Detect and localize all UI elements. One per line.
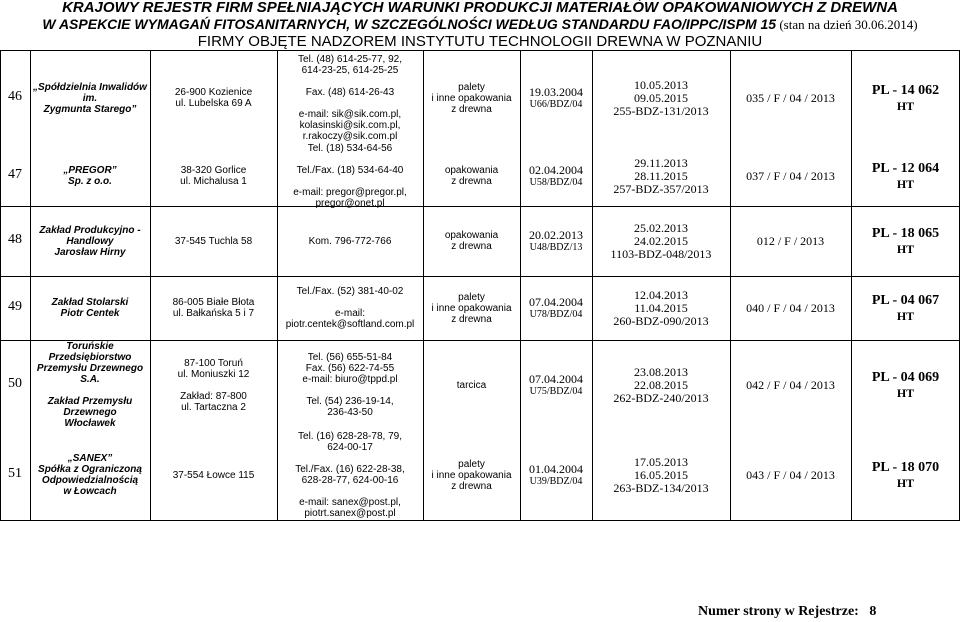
- certificate-validity-line: 09.05.2015: [634, 91, 688, 105]
- company-name-line: Jarosław Hirny: [54, 247, 126, 258]
- company-name-line: w Łowcach: [63, 486, 117, 497]
- column-rule: [520, 50, 521, 520]
- treatment-code: HT: [896, 242, 915, 256]
- company-name-line: Włocławek: [64, 418, 116, 429]
- certificate-validity: [592, 289, 730, 328]
- company-contact-line: e-mail: pregor@pregor.pl,: [293, 187, 407, 198]
- approval-date: [520, 86, 592, 111]
- company-name: [30, 225, 150, 258]
- product-type: [423, 292, 520, 325]
- company-contact-line: Tel./Fax. (16) 622-28-38,: [295, 464, 405, 475]
- title-line2-text: W ASPEKCIE WYMAGAŃ FITOSANITARNYCH, W SZCZEGÓLNOŚCI WEDŁUG STANDARDU FAO/IPPC/ISPM 15: [42, 16, 777, 32]
- treatment-code: HT: [896, 177, 915, 191]
- product-type-line: z drewna: [451, 481, 492, 492]
- product-type-line: opakowania: [444, 165, 499, 176]
- pl-code: PL - 04 067: [871, 293, 940, 308]
- treatment-code: HT: [896, 476, 915, 490]
- page-number-label: Numer strony w Rejestrze:: [698, 604, 859, 619]
- decision-number: U75/BDZ/04: [529, 386, 583, 397]
- ippc-code: [851, 83, 960, 113]
- pl-code: PL - 18 065: [871, 226, 940, 241]
- company-contact: [277, 352, 423, 418]
- product-type-line: z drewna: [451, 104, 492, 115]
- pl-code: PL - 12 064: [871, 161, 940, 176]
- certificate-validity: [592, 157, 730, 196]
- company-address: [150, 87, 277, 109]
- row-number: 47: [8, 167, 22, 182]
- company-address-line: ul. Lubelska 69 A: [175, 98, 252, 109]
- column-rule: [30, 50, 31, 520]
- decision-number: U48/BDZ/13: [529, 242, 583, 253]
- row-number: 49: [8, 299, 22, 314]
- company-address: [150, 297, 277, 319]
- company-contact-line: [277, 486, 423, 497]
- approval-date: [520, 229, 592, 254]
- company-contact-line: Tel./Fax. (18) 534-64-40: [296, 165, 404, 176]
- decision-number: U78/BDZ/04: [529, 309, 583, 320]
- registration-number: 037 / F / 04 / 2013: [746, 169, 835, 183]
- company-name: [30, 341, 150, 429]
- company-name: [30, 453, 150, 497]
- company-name-line: Toruńskie: [66, 341, 114, 352]
- certificate-validity-line: 17.05.2013: [634, 455, 688, 469]
- decision-number: U66/BDZ/04: [529, 99, 583, 110]
- page-number-value: 8: [869, 604, 877, 619]
- product-type: [423, 459, 520, 492]
- company-name-line: Sp. z o.o.: [68, 176, 112, 187]
- company-contact-line: piotr.centek@softland.com.pl: [285, 319, 415, 330]
- ippc-code: [851, 370, 960, 400]
- product-type-line: palety: [458, 292, 485, 303]
- company-name-line: im.: [82, 93, 98, 104]
- certificate-validity-line: 25.02.2013: [634, 221, 688, 235]
- company-address: [150, 165, 277, 187]
- column-rule: [592, 50, 593, 520]
- registration-number: 043 / F / 04 / 2013: [746, 468, 835, 482]
- registration-number: 040 / F / 04 / 2013: [746, 301, 835, 315]
- company-name-line: Zakład Produkcyjno -: [39, 225, 141, 236]
- certificate-validity: [592, 79, 730, 118]
- row-number: 48: [8, 232, 22, 247]
- company-contact: [277, 236, 423, 247]
- product-type-line: opakowania: [444, 230, 499, 241]
- company-contact-line: Tel. (56) 655-51-84: [307, 352, 393, 363]
- product-type: [423, 230, 520, 252]
- approval-date: [520, 373, 592, 398]
- company-name: [30, 165, 150, 187]
- certificate-validity-line: 28.11.2015: [634, 169, 688, 183]
- approval-date: [520, 296, 592, 321]
- product-type-line: tarcica: [456, 380, 487, 391]
- company-address-line: ul. Tartaczna 2: [181, 402, 246, 413]
- certificate-validity-line: 29.11.2013: [634, 156, 688, 170]
- company-contact-line: e-mail: sanex@post.pl,: [299, 497, 401, 508]
- company-contact-line: e-mail: sik@sik.com.pl,: [298, 109, 402, 120]
- company-contact-line: 614-23-25, 614-25-25: [301, 65, 399, 76]
- approval-date: [520, 463, 592, 488]
- company-name-line: [30, 385, 150, 396]
- company-name: [30, 297, 150, 319]
- product-type-line: i inne opakowania: [431, 470, 512, 481]
- company-address-line: 87-100 Toruń: [184, 358, 243, 369]
- company-address-line: Zakład: 87-800: [180, 391, 247, 402]
- decision-date: 19.03.2004: [529, 85, 583, 99]
- decision-date: 02.04.2004: [529, 163, 583, 177]
- product-type: [423, 380, 520, 391]
- decision-date: 20.02.2013: [529, 228, 583, 242]
- company-contact-line: Kom. 796-772-766: [308, 236, 392, 247]
- company-address-line: ul. Moniuszki 12: [177, 369, 250, 380]
- company-contact-line: Tel. (16) 628-28-78, 79,: [298, 431, 402, 442]
- company-name-line: S.A.: [80, 374, 100, 385]
- company-address: [150, 470, 277, 481]
- treatment-code: HT: [896, 99, 915, 113]
- company-contact: [277, 143, 423, 209]
- company-contact-line: [277, 76, 423, 87]
- company-contact-line: Fax. (56) 622-74-55: [305, 363, 395, 374]
- company-address-line: 26-900 Kozienice: [174, 87, 253, 98]
- certificate-validity-line: 23.08.2013: [634, 365, 688, 379]
- registration-number: 035 / F / 04 / 2013: [746, 91, 835, 105]
- company-name-line: Drzewnego: [63, 407, 117, 418]
- company-name-line: Piotr Centek: [60, 308, 120, 319]
- approval-date: [520, 164, 592, 189]
- company-contact-line: [277, 154, 423, 165]
- page-number: [698, 604, 876, 620]
- product-type-line: z drewna: [451, 241, 492, 252]
- company-name-line: „PREGOR”: [63, 165, 117, 176]
- product-type: [423, 82, 520, 115]
- company-contact-line: [277, 98, 423, 109]
- company-address: [150, 236, 277, 247]
- register-subtitle: FIRMY OBJĘTE NADZOREM INSTYTUTU TECHNOLOGII DREWNA W POZNANIU: [197, 33, 763, 50]
- certificate-validity-line: 24.02.2015: [634, 234, 688, 248]
- certificate-validity-line: 22.08.2015: [634, 378, 688, 392]
- company-contact-line: Fax. (48) 614-26-43: [305, 87, 395, 98]
- company-name-line: Spółka z Ograniczoną: [38, 464, 142, 475]
- ippc-code: [851, 293, 960, 323]
- decision-number: U58/BDZ/04: [529, 177, 583, 188]
- company-name-line: „Spółdzielnia Inwalidów: [33, 82, 147, 93]
- column-rule: [851, 50, 852, 520]
- product-type-line: palety: [458, 459, 485, 470]
- column-rule: [423, 50, 424, 520]
- product-type-line: i inne opakowania: [431, 93, 512, 104]
- company-contact-line: [277, 453, 423, 464]
- column-rule: [730, 50, 731, 520]
- certificate-validity: [592, 222, 730, 261]
- register-title-line2: [0, 16, 960, 33]
- pl-code: PL - 14 062: [871, 83, 940, 98]
- decision-date: 07.04.2004: [529, 295, 583, 309]
- row-rule: [0, 206, 960, 207]
- company-address: [150, 358, 277, 413]
- certificate-validity-line: 260-BDZ-090/2013: [613, 314, 709, 328]
- certificate-validity-line: 1103-BDZ-048/2013: [610, 247, 712, 261]
- company-name-line: Zakład Przemysłu: [47, 396, 133, 407]
- certificate-validity-line: 12.04.2013: [634, 288, 688, 302]
- certificate-validity-line: 10.05.2013: [634, 78, 688, 92]
- decision-date: 07.04.2004: [529, 372, 583, 386]
- company-contact-line: [277, 385, 423, 396]
- pl-code: PL - 18 070: [871, 460, 940, 475]
- company-name-line: Przemysłu Drzewnego: [36, 363, 144, 374]
- column-rule: [0, 50, 1, 520]
- row-number: 50: [8, 376, 22, 391]
- company-contact-line: [277, 297, 423, 308]
- row-rule: [0, 520, 960, 521]
- company-address-line: 86-005 Białe Błota: [172, 297, 255, 308]
- product-type-line: palety: [458, 82, 485, 93]
- company-address-line: 37-545 Tuchla 58: [174, 236, 253, 247]
- company-contact-line: piotrt.sanex@post.pl: [304, 508, 396, 519]
- treatment-code: HT: [896, 309, 915, 323]
- company-contact-line: e-mail:: [334, 308, 365, 319]
- company-contact-line: Tel. (18) 534-64-56: [307, 143, 393, 154]
- company-contact: [277, 54, 423, 142]
- certificate-validity: [592, 366, 730, 405]
- column-rule: [150, 50, 151, 520]
- row-number: 46: [8, 89, 22, 104]
- product-type-line: z drewna: [451, 314, 492, 325]
- company-contact: [277, 286, 423, 330]
- company-contact-line: Tel./Fax. (52) 381-40-02: [296, 286, 404, 297]
- company-name-line: Handlowy: [66, 236, 114, 247]
- decision-date: 01.04.2004: [529, 462, 583, 476]
- company-contact-line: pregor@onet.pl: [315, 198, 385, 209]
- certificate-validity-line: 257-BDZ-357/2013: [613, 182, 709, 196]
- company-contact-line: kolasinski@sik.com.pl,: [299, 120, 401, 131]
- product-type-line: i inne opakowania: [431, 303, 512, 314]
- decision-number: U39/BDZ/04: [529, 476, 583, 487]
- product-type: [423, 165, 520, 187]
- certificate-validity-line: 262-BDZ-240/2013: [613, 391, 709, 405]
- company-address-line: ul. Bałkańska 5 i 7: [172, 308, 255, 319]
- ippc-code: [851, 460, 960, 490]
- company-contact-line: 236-43-50: [327, 407, 373, 418]
- company-name-line: „SANEX”: [67, 453, 113, 464]
- company-contact-line: e-mail: biuro@tppd.pl: [302, 374, 398, 385]
- company-name-line: Zygmunta Starego”: [43, 104, 137, 115]
- company-name-line: Odpowiedzialnością: [41, 475, 139, 486]
- row-number: 51: [8, 466, 22, 481]
- registration-number: 042 / F / 04 / 2013: [746, 378, 835, 392]
- company-contact-line: Tel. (48) 614-25-77, 92,: [298, 54, 402, 65]
- company-address-line: 37-554 Łowce 115: [172, 470, 255, 481]
- pl-code: PL - 04 069: [871, 370, 940, 385]
- company-address-line: 38-320 Gorlice: [180, 165, 247, 176]
- company-name: [30, 82, 150, 115]
- company-address-line: ul. Michalusa 1: [180, 176, 247, 187]
- company-contact-line: r.rakoczy@sik.com.pl: [302, 131, 398, 142]
- company-contact-line: [277, 176, 423, 187]
- company-contact: [277, 431, 423, 519]
- ippc-code: [851, 161, 960, 191]
- company-contact-line: Tel. (54) 236-19-14,: [306, 396, 394, 407]
- company-name-line: Przedsiębiorstwo: [48, 352, 132, 363]
- ippc-code: [851, 226, 960, 256]
- certificate-validity: [592, 456, 730, 495]
- register-title-line1: KRAJOWY REJESTR FIRM SPEŁNIAJĄCYCH WARUNKI PRODUKCJI MATERIAŁÓW OPAKOWANIOWYCH Z DREWNA: [62, 0, 898, 16]
- company-address-line: [150, 380, 277, 391]
- row-rule: [0, 50, 960, 51]
- company-contact-line: 624-00-17: [327, 442, 373, 453]
- certificate-validity-line: 263-BDZ-134/2013: [613, 481, 709, 495]
- status-date: (stan na dzień 30.06.2014): [776, 17, 918, 32]
- treatment-code: HT: [896, 386, 915, 400]
- certificate-validity-line: 16.05.2015: [634, 468, 688, 482]
- certificate-validity-line: 11.04.2015: [634, 301, 688, 315]
- registration-number: 012 / F / 2013: [756, 234, 825, 248]
- product-type-line: z drewna: [451, 176, 492, 187]
- company-name-line: Zakład Stolarski: [51, 297, 129, 308]
- company-contact-line: 628-28-77, 624-00-16: [301, 475, 399, 486]
- certificate-validity-line: 255-BDZ-131/2013: [613, 104, 709, 118]
- row-rule: [0, 276, 960, 277]
